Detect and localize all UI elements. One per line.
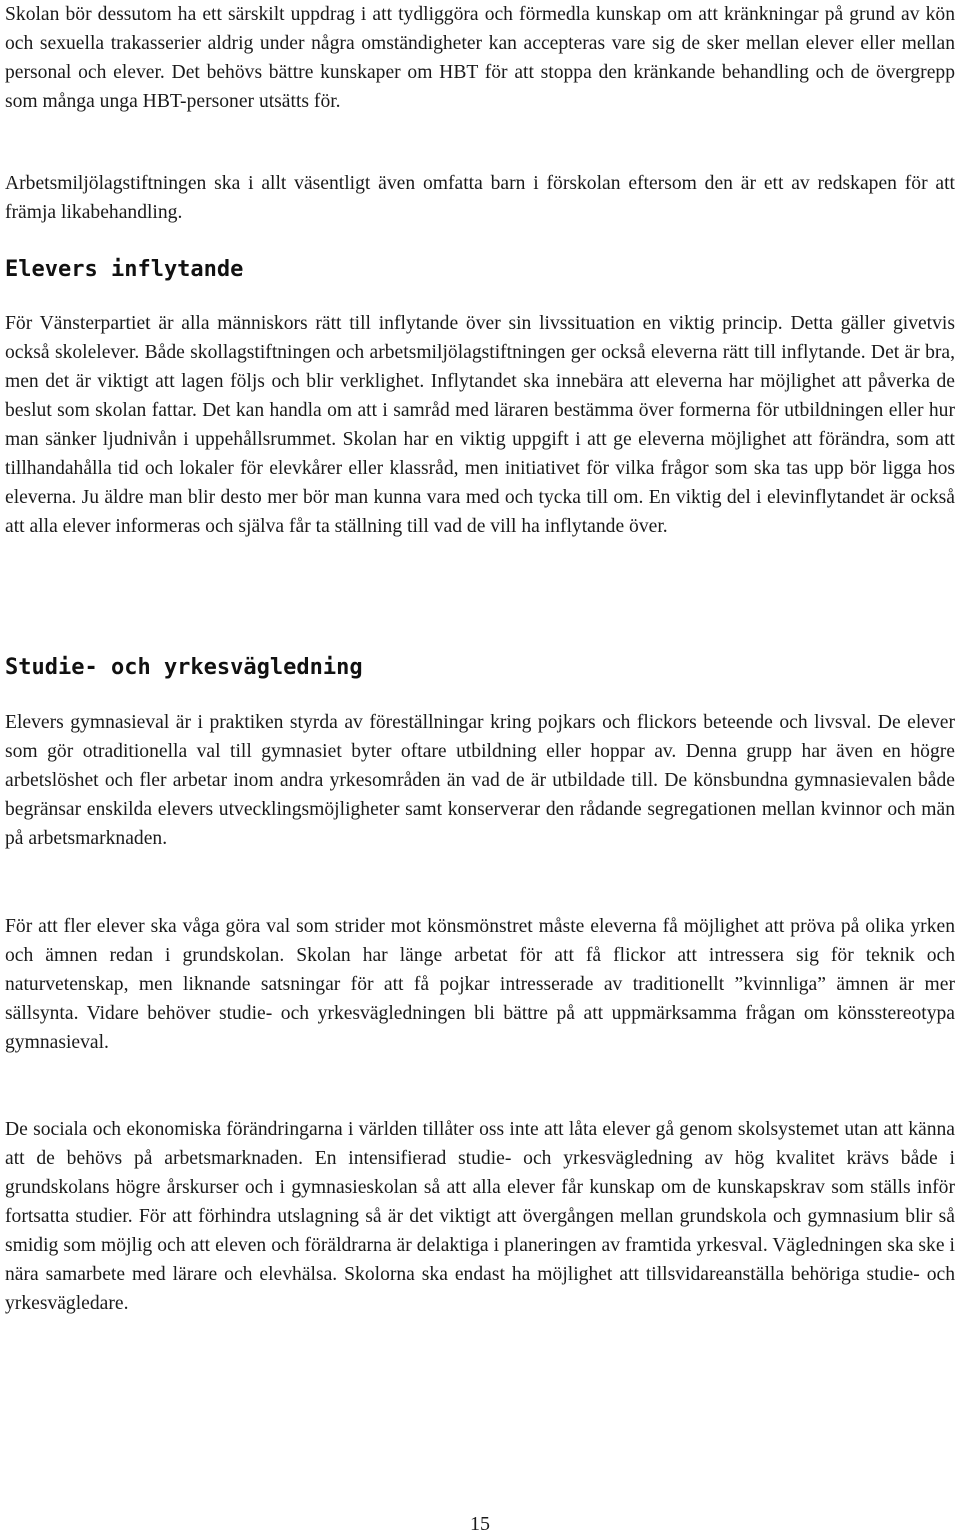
intro-paragraph-2: Arbetsmiljölagstiftningen ska i allt väsentligt även omfatta barn i förskolan eftersom den är ett av redskapen för att främja likabehandling. [5,173,955,223]
section-heading-studie-och-yrkesvagledning: Studie- och yrkesvägledning [5,655,363,680]
studie-paragraph-3: De sociala och ekonomiska förändringarna i världen tillåter oss inte att låta elever gå genom skolsystemet utan att känna att de behövs på arbetsmarknaden. En intensifierad studie- och yrkesvägledning av hög kvalitet krävs både i grundskolans högre årskurser och i gymnasieskolan så att alla elever får kunskap om de kunskapskrav som ställs inför fortsatta studier. För att förhindra utslagning så är det viktigt att övergången mellan grundskola och gymnasium blir så smidig som möjlig och att eleven och föräldrarna är delaktiga i planeringen av framtida yrkesval. Vägledningen ska ske i nära samarbete med lärare och elevhälsa. Skolorna ska endast ha möjlighet att tillsvidareanställa behöriga studie- och yrkesvägledare. [5,1119,955,1314]
intro-paragraph-1: Skolan bör dessutom ha ett särskilt uppdrag i att tydliggöra och förmedla kunskap om att kränkningar på grund av kön och sexuella trakasserier aldrig under några omständigheter kan accepteras vare sig de sker mellan elever eller mellan personal och elever. Det behövs bättre kunskaper om HBT för att stoppa den kränkande behandling och de övergrepp som många unga HBT-personer utsätts för. [5,4,955,112]
section-heading-elevers-inflytande: Elevers inflytande [5,257,244,282]
elevers-inflytande-paragraph: För Vänsterpartiet är alla människors rätt till inflytande över sin livssituation en viktig princip. Detta gäller givetvis också skolelever. Både skollagstiftningen och arbetsmiljölagstiftningen ger också eleverna rätt till inflytande. Det är bra, men det är viktigt att lagen följs och blir verklighet. Inflytandet ska innebära att eleverna har möjlighet att påverka de beslut som skolan fattar. Det kan handla om att i samråd med läraren bestämma över formerna för utbildningen eller hur man sänker ljudnivån i uppehållsrummet. Skolan har en viktig uppgift i att ge eleverna möjlighet att förändra, som att tillhandahålla tid och lokaler för elevkårer eller klassråd, men initiativet för vilka frågor som ska tas upp bör ligga hos eleverna. Ju äldre man blir desto mer bör man kunna vara med och tycka till om. En viktig del i elevinflytandet är också att alla elever informeras och själva får ta ställning till vad de vill ha inflytande över. [5,313,955,537]
studie-paragraph-2: För att fler elever ska våga göra val som strider mot könsmönstret måste eleverna få möjlighet att pröva på olika yrken och ämnen redan i grundskolan. Skolan har länge arbetat för att få flickor att intressera sig för teknik och naturvetenskap, men liknande satsningar för att få pojkar intresserade av traditionellt ”kvinnliga” ämnen är mer sällsynta. Vidare behöver studie- och yrkesvägledningen bli bättre på att uppmärksamma frågan om könsstereotypa gymnasieval. [5,916,955,1053]
studie-paragraph-1: Elevers gymnasieval är i praktiken styrda av föreställningar kring pojkars och flickors beteende och livsval. De elever som gör otraditionella val till gymnasiet byter oftare utbildning eller hoppar av. Denna grupp har även en högre arbetslöshet och fler arbetar inom andra yrkesområden än vad de är utbildade till. De könsbundna gymnasievalen både begränsar enskilda elevers utvecklingsmöjligheter samt konserverar den rådande segregationen mellan kvinnor och män på arbetsmarknaden. [5,712,955,849]
page-number: 15 [470,1513,490,1535]
